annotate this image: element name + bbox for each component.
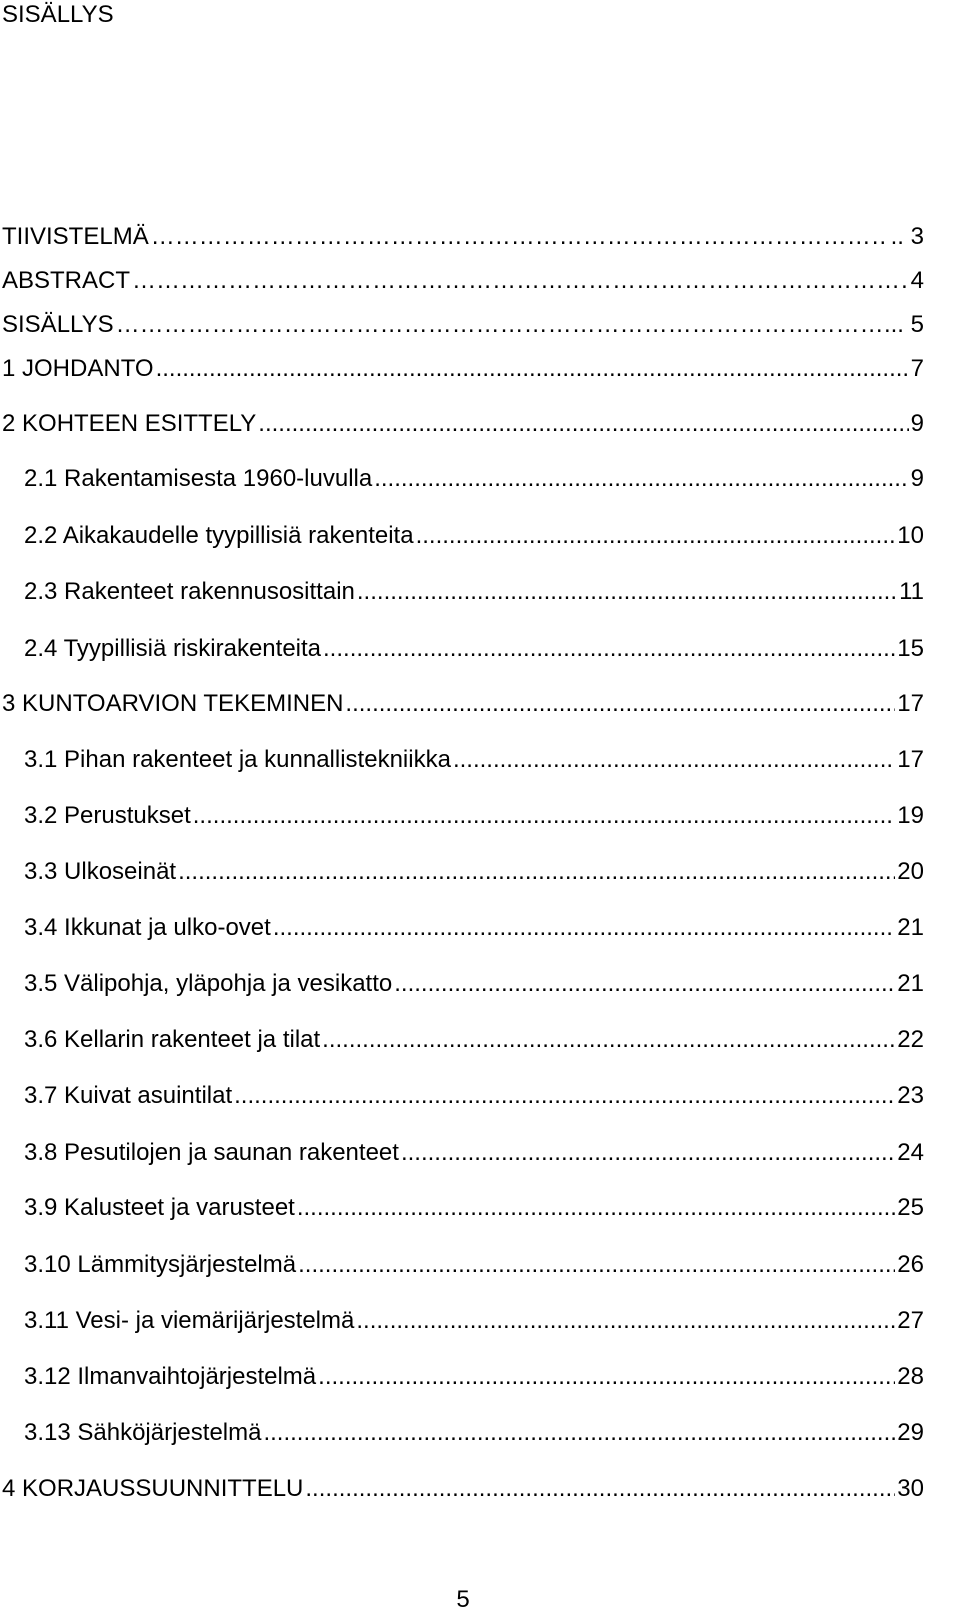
toc-entry-label: 3 KUNTOARVION TEKEMINEN [2, 690, 344, 717]
toc-dot-leader [178, 857, 895, 887]
toc-entry[interactable] [24, 577, 924, 607]
toc-entry-page: 21 [897, 970, 924, 997]
toc-dot-leader [416, 521, 896, 551]
toc-entry-page: 22 [897, 1026, 924, 1053]
toc-entry-label: 3.11 Vesi- ja viemärijärjestelmä [24, 1307, 355, 1334]
toc-entry[interactable] [24, 1193, 924, 1223]
page-number: 5 [456, 1586, 470, 1613]
toc-entry-label: 3.12 Ilmanvaihtojärjestelmä [24, 1363, 317, 1390]
toc-entry-page: 20 [897, 858, 924, 885]
toc-entry[interactable] [24, 1138, 924, 1168]
toc-entry-label: 3.1 Pihan rakenteet ja kunnallistekniikka [24, 746, 451, 773]
toc-entry[interactable] [24, 857, 924, 887]
toc-entry-label: 3.7 Kuivat asuintilat [24, 1082, 233, 1109]
toc-entry[interactable] [24, 801, 924, 831]
toc-entry-label: 3.9 Kalusteet ja varusteet [24, 1194, 295, 1221]
toc-entry-label: 2.2 Aikakaudelle tyypillisiä rakenteita [24, 522, 414, 549]
toc-entry-page: 25 [897, 1194, 924, 1221]
toc-entry-page: 7 [910, 355, 924, 382]
toc-entry-label: 4 KORJAUSSUUNNITTELU [2, 1475, 304, 1502]
toc-entry-label: TIIVISTELMÄ [2, 223, 149, 250]
toc-entry-page: 15 [897, 635, 924, 662]
toc-entry-label: 3.4 Ikkunat ja ulko-ovet [24, 914, 271, 941]
toc-entry-page: 17 [897, 690, 924, 717]
toc-dot-leader [297, 1193, 895, 1223]
toc-entry-page: 21 [897, 914, 924, 941]
toc-dot-leader [305, 1474, 895, 1504]
toc-dot-leader [116, 310, 882, 340]
toc-dot-leader [345, 689, 895, 719]
toc-entry[interactable] [24, 969, 924, 999]
toc-entry-page: .. 3 [890, 223, 924, 250]
toc-entry-page: 29 [897, 1419, 924, 1446]
toc-dot-leader [263, 1418, 895, 1448]
toc-entry-label: 3.5 Välipohja, yläpohja ja vesikatto [24, 970, 393, 997]
toc-dot-leader [258, 409, 908, 439]
toc-dot-leader [151, 222, 889, 252]
toc-entry-label: 2 KOHTEEN ESITTELY [2, 410, 257, 437]
toc-entry-page: 4 [910, 267, 924, 294]
toc-entry[interactable] [24, 634, 924, 664]
toc-entry-page: 24 [897, 1139, 924, 1166]
toc-entry-page: 9 [910, 465, 924, 492]
toc-dot-leader [322, 1025, 895, 1055]
toc-entry-label: 3.6 Kellarin rakenteet ja tilat [24, 1026, 321, 1053]
toc-entry-page: 11 [899, 578, 924, 605]
toc-entry-page: ... 5 [883, 311, 924, 338]
toc-entry-page: 17 [897, 746, 924, 773]
toc-dot-leader [193, 801, 896, 831]
toc-dot-leader [273, 913, 895, 943]
toc-dot-leader [318, 1362, 895, 1392]
toc-entry-label: 2.3 Rakenteet rakennusosittain [24, 578, 355, 605]
toc-entry-page: 30 [897, 1475, 924, 1502]
toc-entry-page: 19 [897, 802, 924, 829]
toc-entry-label: 3.8 Pesutilojen ja saunan rakenteet [24, 1139, 399, 1166]
toc-dot-leader [323, 634, 895, 664]
toc-entry[interactable] [2, 409, 924, 439]
toc-entry-label: ABSTRACT [2, 267, 131, 294]
toc-dot-leader [374, 464, 908, 494]
toc-dot-leader [298, 1250, 895, 1280]
toc-dot-leader [356, 1306, 895, 1336]
toc-entry[interactable] [2, 266, 924, 296]
toc-entry-page: 10 [897, 522, 924, 549]
toc-dot-leader [132, 266, 909, 296]
toc-entry-label: 3.3 Ulkoseinät [24, 858, 177, 885]
toc-entry-page: 28 [897, 1363, 924, 1390]
toc-entry[interactable] [24, 1418, 924, 1448]
toc-entry[interactable] [2, 222, 924, 252]
toc-entry[interactable] [24, 521, 924, 551]
toc-entry-label: 2.4 Tyypillisiä riskirakenteita [24, 635, 322, 662]
toc-entry[interactable] [24, 1025, 924, 1055]
toc-entry-label: 3.10 Lämmitysjärjestelmä [24, 1251, 297, 1278]
toc-entry[interactable] [24, 464, 924, 494]
toc-entry[interactable] [24, 1306, 924, 1336]
toc-entry[interactable] [24, 1362, 924, 1392]
toc-dot-leader [234, 1081, 895, 1111]
toc-entry-page: 9 [910, 410, 924, 437]
toc-dot-leader [453, 745, 895, 775]
toc-entry[interactable] [24, 913, 924, 943]
toc-entry[interactable] [24, 745, 924, 775]
toc-entry[interactable] [2, 689, 924, 719]
toc-entry-page: 26 [897, 1251, 924, 1278]
toc-entry-label: 1 JOHDANTO [2, 355, 154, 382]
toc-entry-label: 3.2 Perustukset [24, 802, 191, 829]
toc-entry[interactable] [2, 310, 924, 340]
toc-entry[interactable] [24, 1250, 924, 1280]
toc-entry-label: 2.1 Rakentamisesta 1960-luvulla [24, 465, 373, 492]
toc-entry-page: 27 [897, 1307, 924, 1334]
toc-entry[interactable] [2, 1474, 924, 1504]
toc-entry-label: SISÄLLYS [2, 311, 114, 338]
page-title: SISÄLLYS [2, 1, 114, 28]
toc-entry-page: 23 [897, 1082, 924, 1109]
toc-dot-leader [401, 1138, 895, 1168]
toc-entry[interactable] [2, 354, 924, 384]
toc-dot-leader [394, 969, 895, 999]
toc-dot-leader [357, 577, 897, 607]
toc-dot-leader [156, 354, 909, 384]
toc-entry[interactable] [24, 1081, 924, 1111]
toc-entry-label: 3.13 Sähköjärjestelmä [24, 1419, 262, 1446]
